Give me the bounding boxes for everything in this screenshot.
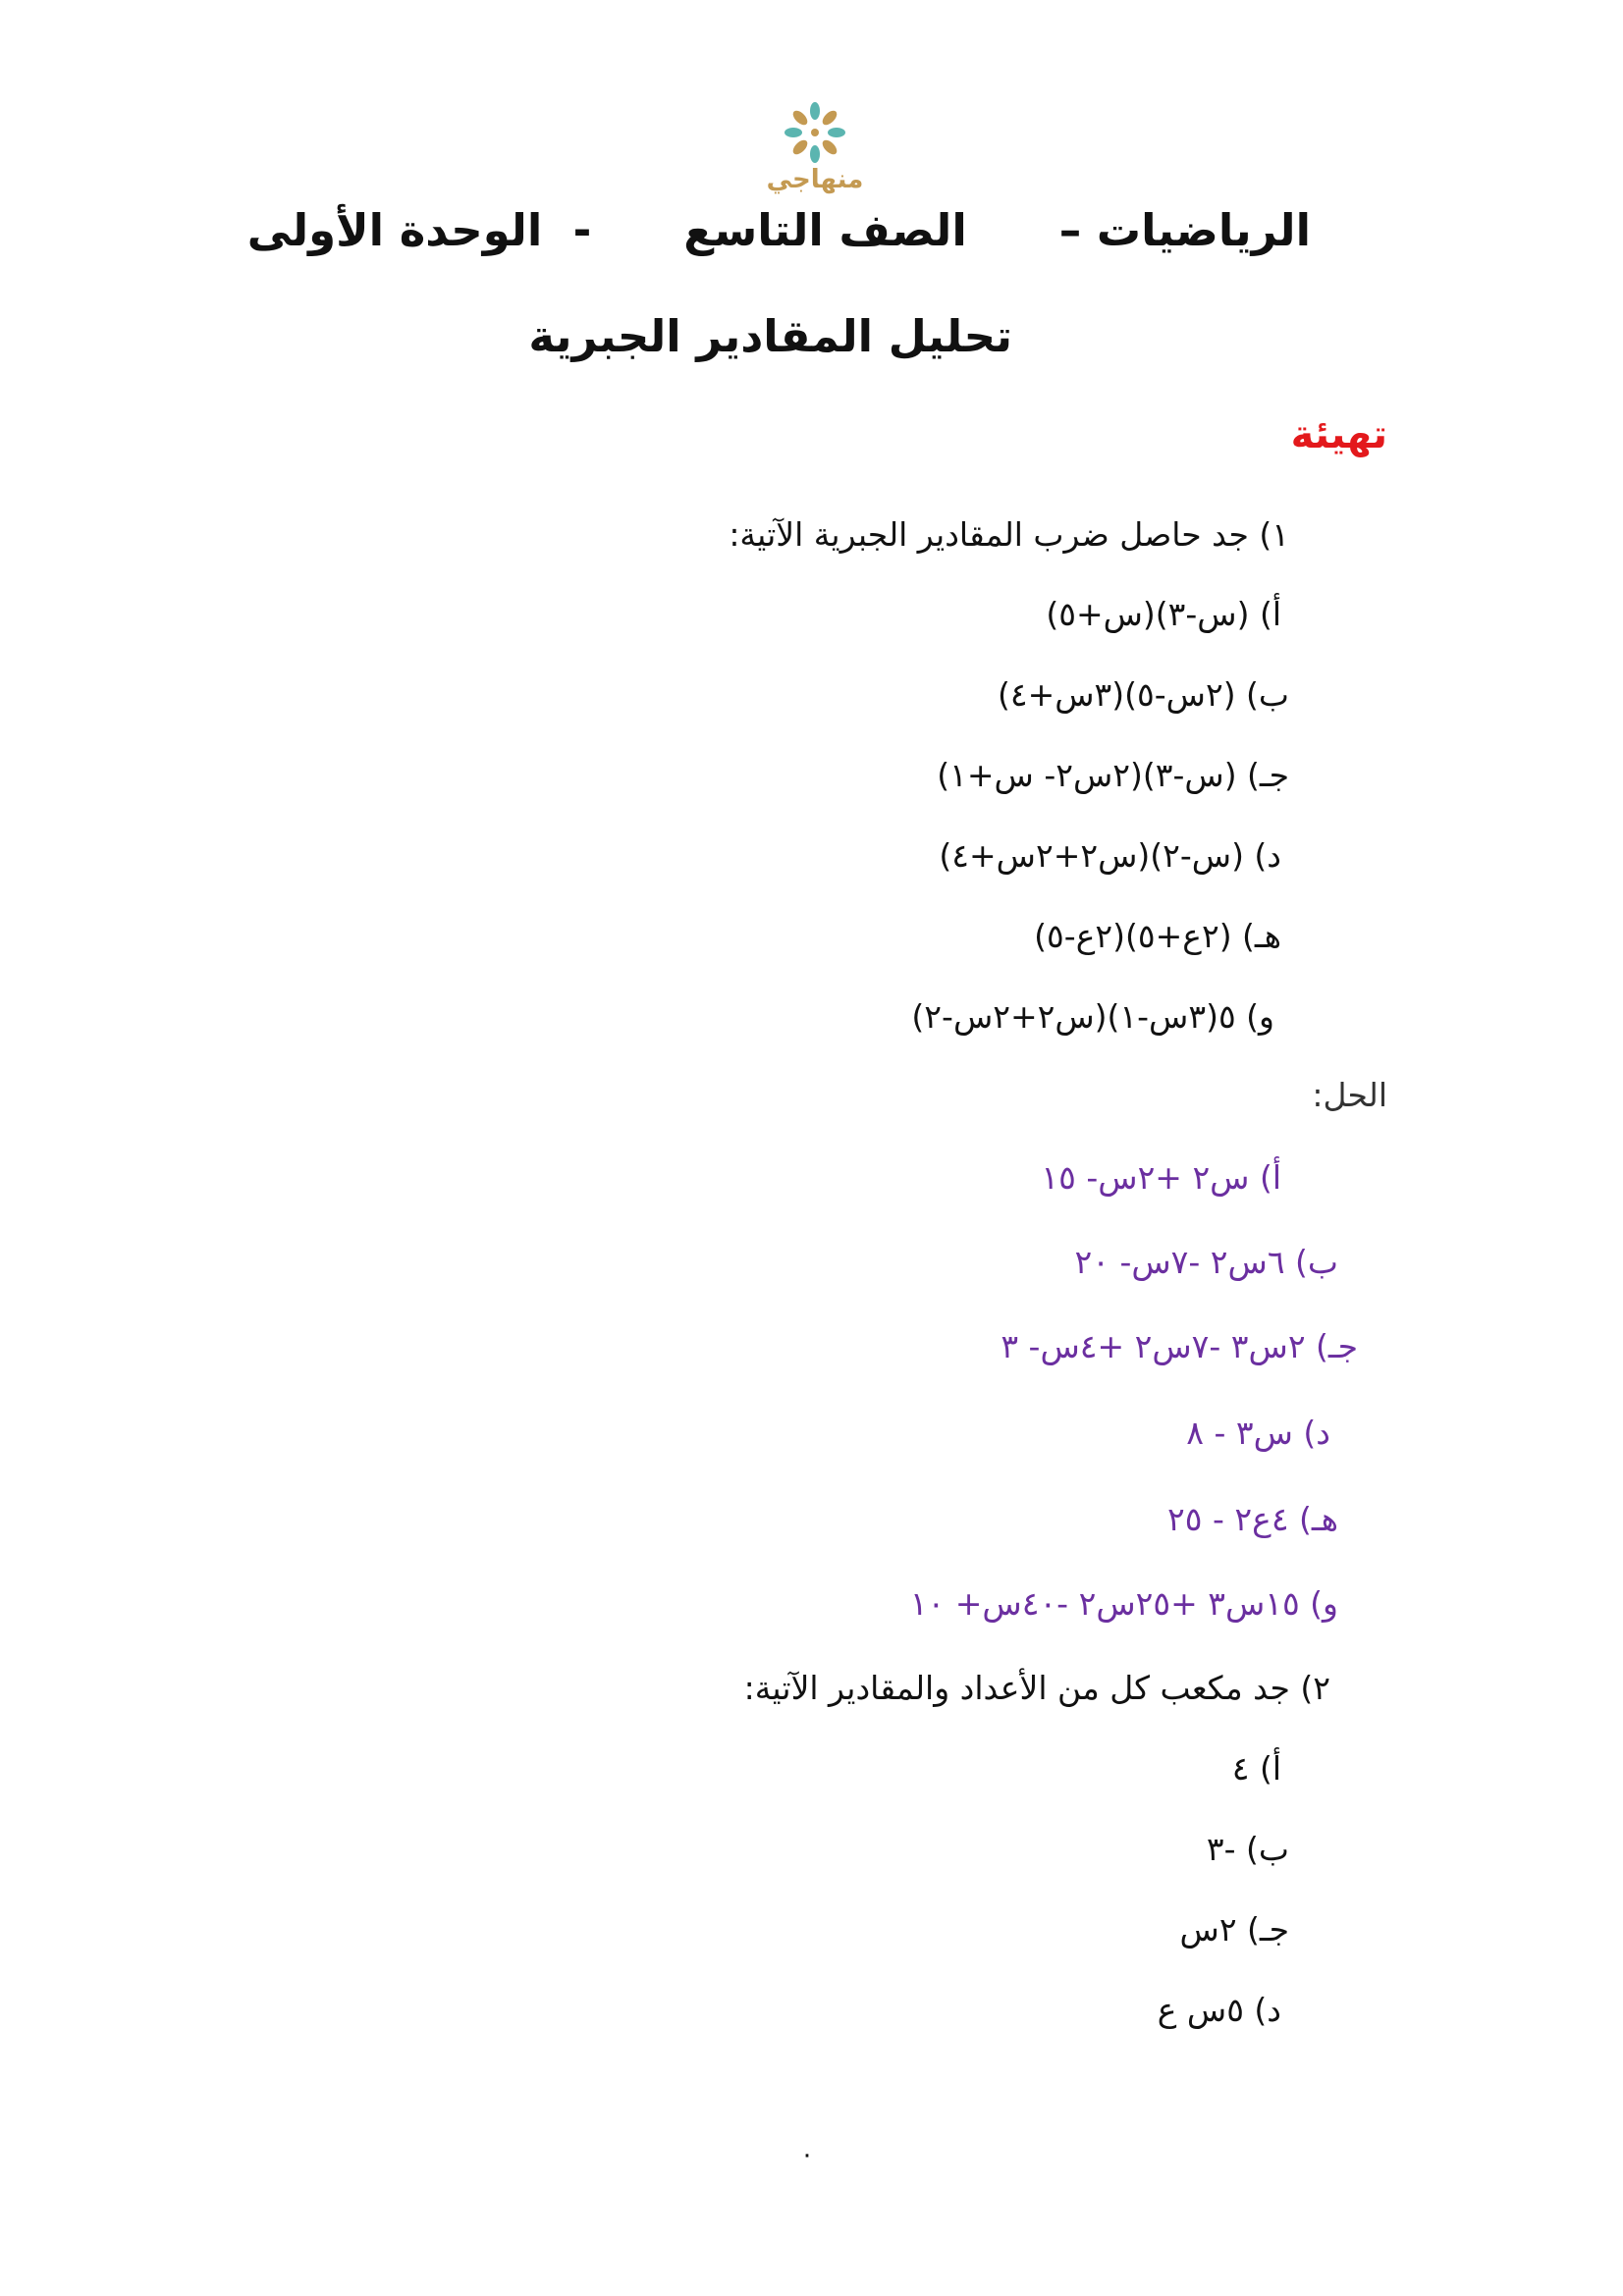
manhaji-flower-icon — [766, 98, 864, 167]
answer-b: ب) ٦س٢ -٧س- ٢٠ — [1074, 1243, 1338, 1281]
answer-e: هـ) ٤ع٢ - ٢٥ — [1167, 1500, 1338, 1538]
answer-d: د) س٣ - ٨ — [1186, 1414, 1330, 1452]
page-subtitle: تحليل المقادير الجبرية — [528, 310, 1012, 362]
section-title: تهيئة — [1290, 412, 1387, 457]
q2-item-c: جـ) ٢س — [1179, 1910, 1289, 1949]
q1-item-e: هـ) (٢ع+٥)(٢ع-٥) — [1034, 917, 1281, 955]
logo-text: منهاجي — [766, 165, 864, 194]
q1-item-f: و) ٥(٣س-١)(س٢+٢س-٢) — [911, 997, 1274, 1036]
answer-c: جـ) ٢س٣ -٧س٢ +٤س- ٣ — [1001, 1327, 1358, 1365]
q1-item-b: ب) (٢س-٥)(٣س+٤) — [997, 675, 1289, 714]
answer-f: و) ١٥س٣ +٢٥س٢ -٤٠س+ ١٠ — [909, 1584, 1338, 1623]
q1-item-d: د) (س-٢)(س٢+٢س+٤) — [939, 836, 1281, 875]
question-1-prompt: ١) جد حاصل ضرب المقادير الجبرية الآتية: — [729, 515, 1289, 554]
q1-item-c: جـ) (س-٣)(٢س٢- س+١) — [937, 756, 1289, 794]
solution-label: الحل: — [1312, 1076, 1387, 1114]
question-2-prompt: ٢) جد مكعب كل من الأعداد والمقادير الآتية: — [743, 1669, 1330, 1707]
answer-a: أ) س٢ +٢س- ١٥ — [1041, 1158, 1281, 1197]
q1-item-a: أ) (س-٣)(س+٥) — [1046, 595, 1281, 633]
page-header: الرياضيات – الصف التاسع - الوحدة الأولى — [246, 204, 1311, 256]
q2-item-a: أ) ٤ — [1231, 1749, 1281, 1788]
q2-item-b: ب) -٣ — [1206, 1830, 1289, 1868]
q2-item-d: د) ٥س ع — [1157, 1991, 1281, 2029]
page-number: ٠ — [800, 2140, 814, 2169]
